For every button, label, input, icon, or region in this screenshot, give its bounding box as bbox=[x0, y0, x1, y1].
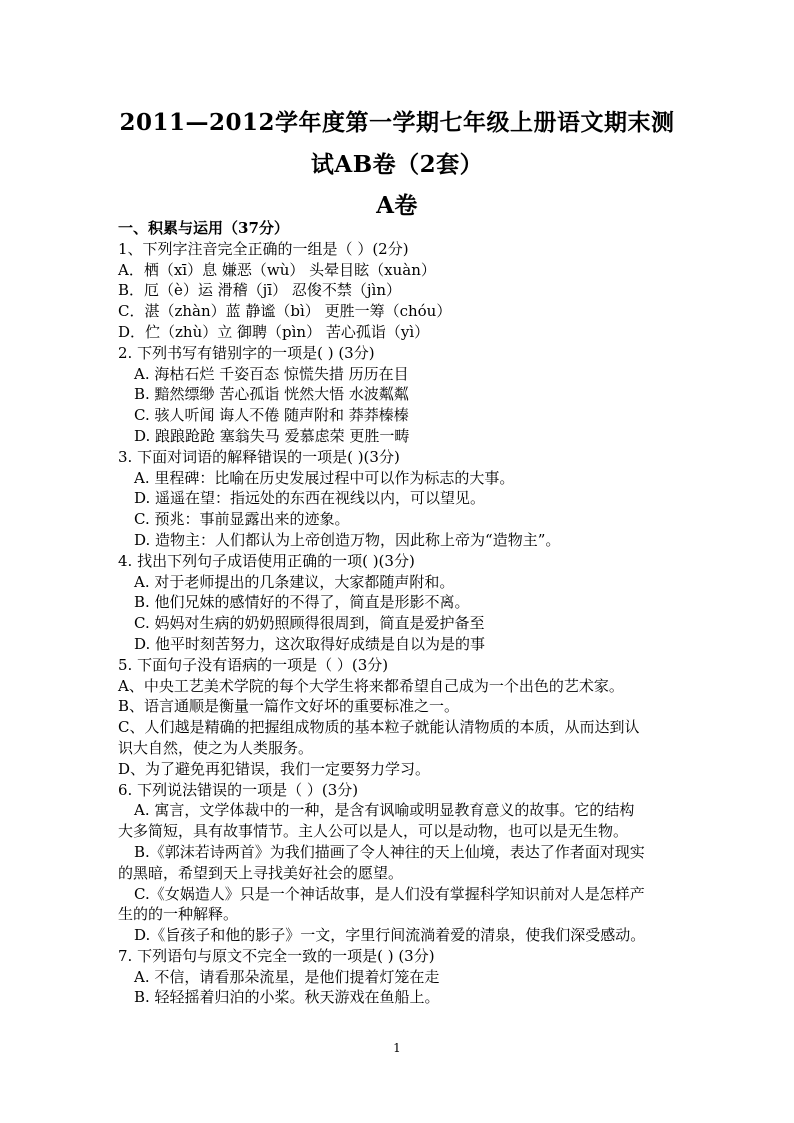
text-line: C、人们越是精确的把握组成物质的基本粒子就能认清物质的本质，从而达到认 bbox=[118, 718, 640, 737]
text-line: A. 海枯石烂 千姿百态 惊慌失措 历历在目 bbox=[134, 364, 409, 383]
text-line: D．伫（zhù）立 御聘（pìn） 苦心孤诣（yì） bbox=[118, 322, 430, 341]
text-line: B.《郭沫若诗两首》为我们描画了令人神往的天上仙境，表达了作者面对现实 bbox=[134, 842, 645, 861]
text-line: B. 他们兄妹的感情好的不得了，简直是形影不离。 bbox=[134, 593, 470, 612]
text-line: 生的的一种解释。 bbox=[118, 905, 239, 924]
text-line: A. 里程碑：比喻在历史发展过程中可以作为标志的大事。 bbox=[134, 468, 515, 487]
text-line: A．栖（xī）息 嫌恶（wù） 头晕目眩（xuàn） bbox=[118, 260, 436, 279]
section-title-a: A卷 bbox=[376, 192, 418, 219]
text-line: A. 不信，请看那朵流星，是他们提着灯笼在走 bbox=[134, 967, 440, 986]
text-line: B. 黯然缥缈 苦心孤诣 恍然大悟 水波粼粼 bbox=[134, 385, 409, 404]
text-line: 大多简短，具有故事情节。主人公可以是人，可以是动物，也可以是无生物。 bbox=[118, 822, 629, 841]
text-line: 识大自然，使之为人类服务。 bbox=[118, 738, 314, 757]
text-line: C. 骇人听闻 诲人不倦 随声附和 莽莽榛榛 bbox=[134, 406, 409, 425]
text-line: C. 预兆：事前显露出来的迹象。 bbox=[134, 510, 350, 529]
document-title-line-1: 2011—2012学年度第一学期七年级上册语文期末测 bbox=[119, 109, 675, 136]
text-line: A、中央工艺美术学院的每个大学生将来都希望自己成为一个出色的艺术家。 bbox=[118, 676, 624, 695]
text-line: D. 遥遥在望：指远处的东西在视线以内，可以望见。 bbox=[134, 489, 486, 508]
text-line: C.《女娲造人》只是一个神话故事，是人们没有掌握科学知识前对人是怎样产 bbox=[134, 884, 645, 903]
text-line: 2. 下列书写有错别字的一项是( ) (3分) bbox=[118, 343, 375, 362]
text-line: 6. 下列说法错误的一项是（ ）(3分) bbox=[118, 780, 359, 799]
text-line: C．湛（zhàn）蓝 静谧（bì） 更胜一筹（chóu） bbox=[118, 302, 452, 321]
exam-content bbox=[118, 218, 693, 1008]
text-line: D、为了避免再犯错误，我们一定要努力学习。 bbox=[118, 759, 431, 778]
section-heading: 一、积累与运用（37分） bbox=[118, 219, 289, 237]
page-number: 1 bbox=[393, 1041, 401, 1055]
text-line: D. 他平时刻苦努力，这次取得好成绩是自以为是的事 bbox=[134, 634, 486, 653]
text-line: A. 寓言，文学体裁中的一种，是含有讽喻或明显教育意义的故事。它的结构 bbox=[134, 801, 635, 820]
text-line: 3. 下面对词语的解释错误的一项是( )(3分) bbox=[118, 447, 400, 466]
text-line: 4. 找出下列句子成语使用正确的一项( )(3分) bbox=[118, 551, 415, 570]
text-line: C. 妈妈对生病的奶奶照顾得很周到，简直是爱护备至 bbox=[134, 614, 485, 633]
document-title-line-2: 试AB卷（2套） bbox=[310, 151, 484, 178]
text-line: D.《旨孩子和他的影子》一文，字里行间流淌着爱的清泉，使我们深受感动。 bbox=[134, 926, 646, 945]
text-line: 7. 下列语句与原文不完全一致的一项是( ) (3分) bbox=[118, 946, 435, 965]
text-line: D. 踉踉跄跄 塞翁失马 爱慕虑荣 更胜一畴 bbox=[134, 426, 410, 445]
text-line: 1、下列字注音完全正确的一组是（ ）(2分) bbox=[118, 239, 409, 258]
text-line: B. 轻轻摇着归泊的小桨。秋天游戏在鱼船上。 bbox=[134, 988, 440, 1007]
text-line: 5. 下面句子没有语病的一项是（ ）(3分) bbox=[118, 655, 389, 674]
text-line: A. 对于老师提出的几条建议，大家都随声附和。 bbox=[134, 572, 455, 591]
text-line: D. 造物主：人们都认为上帝创造万物，因此称上帝为“造物主”。 bbox=[134, 530, 561, 549]
text-line: B．厄（è）运 滑稽（jī） 忍俊不禁（jìn） bbox=[118, 281, 401, 300]
text-line: 的黑暗，希望到天上寻找美好社会的愿望。 bbox=[118, 863, 404, 882]
text-line: B、语言通顺是衡量一篇作文好坏的重要标准之一。 bbox=[118, 697, 460, 716]
